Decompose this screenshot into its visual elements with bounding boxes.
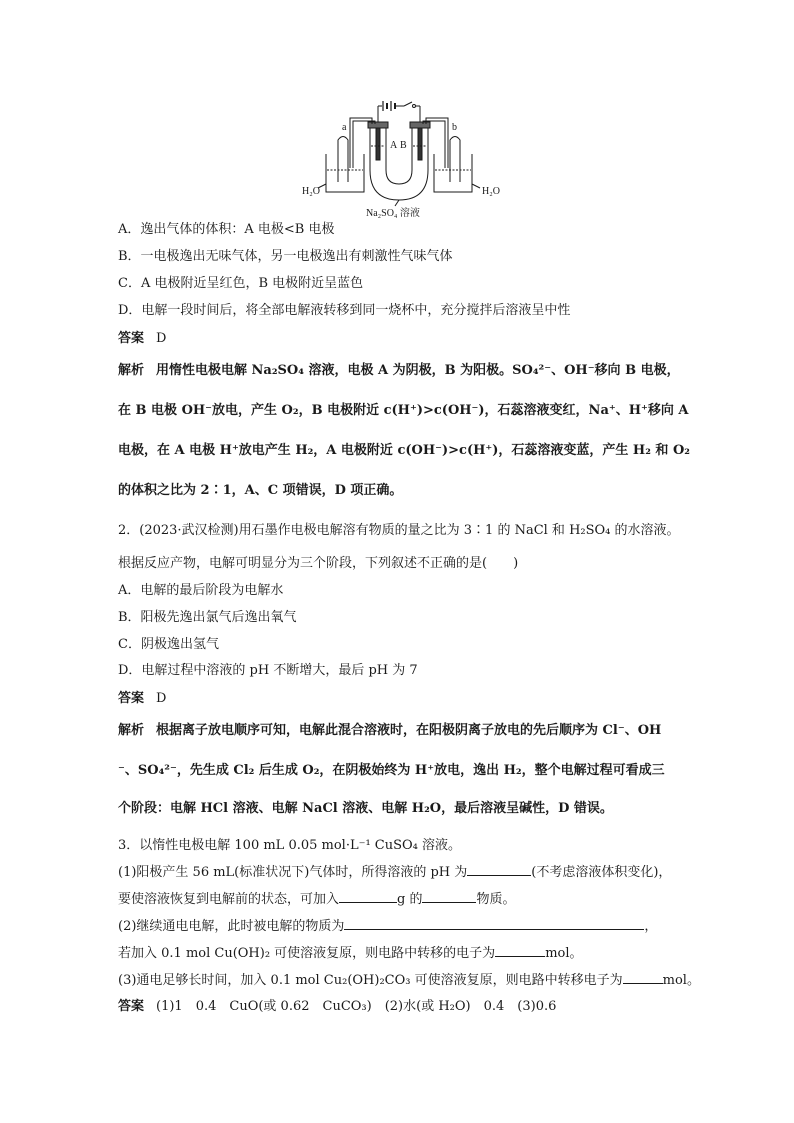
q1-analysis-line-2: 在 B 电极 OH⁻放电，产生 O₂，B 电极附近 c(H⁺)>c(OH⁻)，石蕊溶液变红，Na⁺、H⁺移向 A <box>118 403 689 418</box>
q3-part1-line-2: 要使溶液恢复到电解前的状态，可加入 g 的 物质。 <box>118 889 516 909</box>
q3-blank-mass[interactable] <box>339 889 397 903</box>
q2-answer-value: D <box>156 691 167 706</box>
q1-option-b: B．一电极逸出无味气体，另一电极逸出有刺激性气味气体 <box>118 249 453 264</box>
q2-analysis-line-2: ⁻、SO₄²⁻，先生成 Cl₂ 后生成 O₂，在阴极始终为 H⁺放电，逸出 H₂，整个电解过程可看成三 <box>118 763 665 778</box>
label-h2o-left: H₂O <box>302 186 320 197</box>
q1-option-c: C．A 电极附近呈红色，B 电极附近呈蓝色 <box>118 276 364 291</box>
label-solution: Na₂SO₄ 溶液 <box>366 208 420 218</box>
q3-stem: 3．以惰性电极电解 100 mL 0.05 mol·L⁻¹ CuSO₄ 溶液。 <box>118 838 462 853</box>
q3-part1-line-1: (1)阳极产生 56 mL(标准状况下)气体时，所得溶液的 pH 为 (不考虑溶液体积变化)， <box>118 862 671 882</box>
label-a: a <box>342 122 347 133</box>
q1-answer-value: D <box>156 331 167 346</box>
q1-analysis-label: 解析 <box>118 363 145 378</box>
q1-option-d: D．电解一段时间后，将全部电解液转移到同一烧杯中，充分搅拌后溶液呈中性 <box>118 303 571 318</box>
q1-answer <box>118 330 166 348</box>
label-electrode-B: B <box>400 140 407 151</box>
q2-option-c: C．阴极逸出氢气 <box>118 637 219 652</box>
q2-stem-line-2: 根据反应产物，电解可明显分为三个阶段，下列叙述不正确的是( ) <box>118 556 519 571</box>
q1-analysis-line-3: 电极，在 A 电极 H⁺放电产生 H₂，A 电极附近 c(OH⁻)>c(H⁺)，石蕊溶液变蓝，产生 H₂ 和 O₂ <box>118 443 690 458</box>
q2-answer <box>118 690 166 708</box>
q2-option-d: D．电解过程中溶液的 pH 不断增大，最后 pH 为 7 <box>118 663 418 678</box>
q3-blank-substance[interactable] <box>422 889 476 903</box>
q2-answer-label: 答案 <box>118 691 145 706</box>
q3-answer <box>118 998 556 1016</box>
q2-stem-line-1: 2．(2023·武汉检测)用石墨作电极电解溶有物质的量之比为 3∶1 的 NaCl 和 H₂SO₄ 的水溶液。 <box>118 523 680 538</box>
q3-part2-line-1: (2)继续通电电解，此时被电解的物质为 ， <box>118 916 657 936</box>
q2-option-b: B．阳极先逸出氯气后逸出氧气 <box>118 610 297 625</box>
q3-blank-ph[interactable] <box>467 862 531 876</box>
label-b: b <box>452 122 457 133</box>
label-h2o-right: H₂O <box>482 186 500 197</box>
q3-part3-line: (3)通电足够长时间，加入 0.1 mol Cu₂(OH)₂CO₃ 可使溶液复原，则电路中转移电子为 mol。 <box>118 970 700 990</box>
q2-analysis-line-1: 解析 根据离子放电顺序可知，电解此混合溶液时，在阳极阴离子放电的先后顺序为 Cl⁻、OH <box>118 723 662 738</box>
q1-answer-label: 答案 <box>118 331 145 346</box>
q2-option-a: A．电解的最后阶段为电解水 <box>118 583 284 598</box>
q3-blank-electrons-3[interactable] <box>623 970 663 984</box>
q3-blank-electrons-2[interactable] <box>495 943 545 957</box>
q3-answer-value: (1)1 0.4 CuO(或 0.62 CuCO₃) (2)水(或 H₂O) 0.4 (3)0.6 <box>156 999 557 1014</box>
q1-analysis-line-4: 的体积之比为 2∶1，A、C 项错误，D 项正确。 <box>118 483 403 498</box>
label-electrode-A: A <box>390 140 398 151</box>
q3-part2-line-2: 若加入 0.1 mol Cu(OH)₂ 可使溶液复原，则电路中转移的电子为 mol。 <box>118 943 583 963</box>
q3-blank-electrolyzed-substance[interactable] <box>344 916 644 930</box>
q3-answer-label: 答案 <box>118 999 145 1014</box>
electrolysis-apparatus-figure <box>300 100 510 218</box>
q2-analysis-line-3: 个阶段：电解 HCl 溶液、电解 NaCl 溶液、电解 H₂O，最后溶液呈碱性，D 错误。 <box>118 801 613 816</box>
q1-option-a: A．逸出气体的体积：A 电极<B 电极 <box>118 222 335 237</box>
q1-analysis-line-1: 解析 用惰性电极电解 Na₂SO₄ 溶液，电极 A 为阴极，B 为阳极。SO₄²⁻、OH⁻移向 B 电极， <box>118 363 680 378</box>
q2-analysis-label: 解析 <box>118 723 145 738</box>
